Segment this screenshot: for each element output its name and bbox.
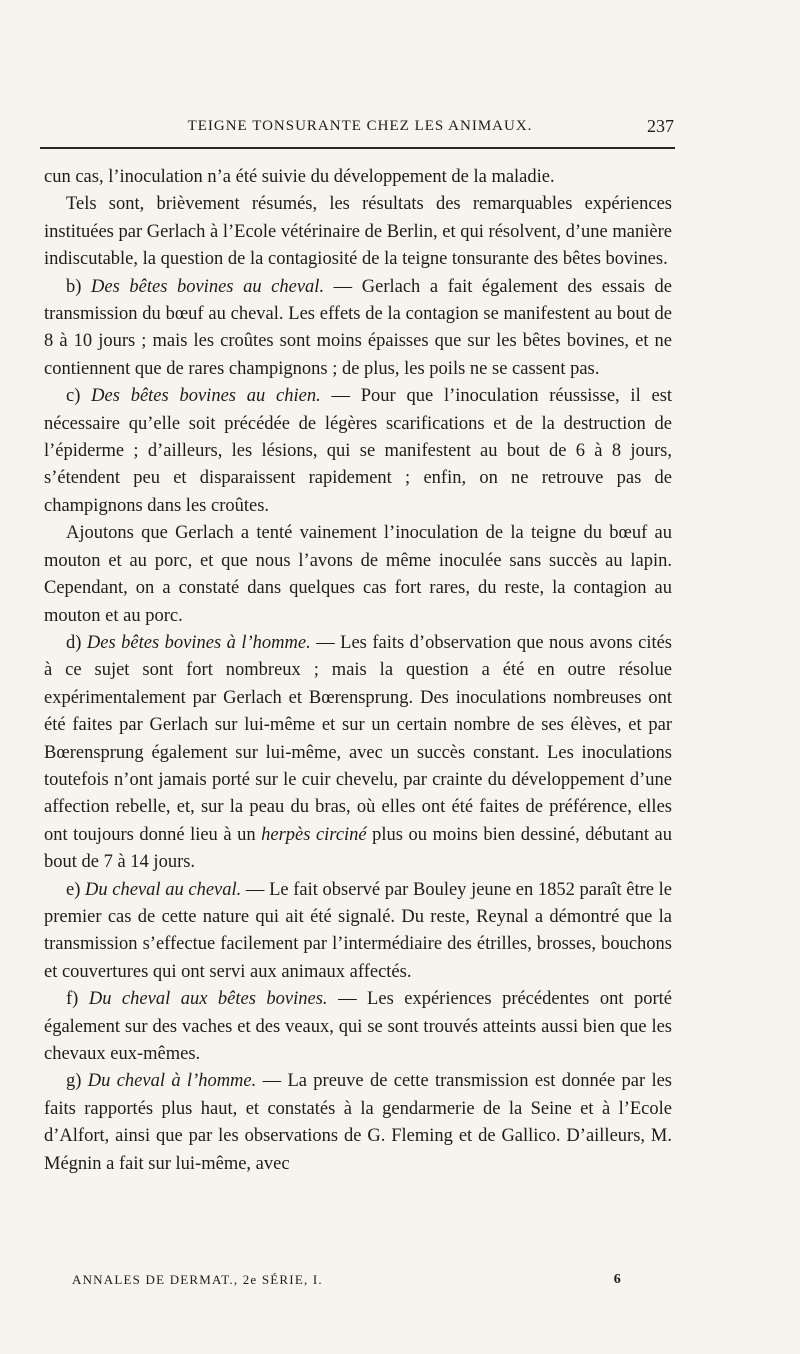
paragraph-section-g: g) Du cheval à l’homme. — La preuve de cette transmission est donnée par les faits rapportés plus haut, et constatés à la gendarmerie de la Seine et à l’Ecole d’Alfort, ainsi que par les observations de G. Fleming et de Gallico. D’ailleurs, M. Mégnin a fait sur lui-même, avec — [44, 1071, 673, 1174]
running-title: TEIGNE TONSURANTE CHEZ LES ANIMAUX. — [187, 118, 533, 134]
page-number: 237 — [647, 116, 674, 136]
section-label: g) — [66, 1071, 82, 1092]
paragraph-section-b: b) Des bêtes bovines au cheval. — Gerlach a fait également des essais de transmission du bœuf au cheval. Les effets de la contagion se manifestent au bout de 8 à 10 jours ; mais les croûtes sont moins épaisses que sur les bêtes bovines, et ne contiennent que de rares champignons ; de plus, les poils ne se cassent pas. — [44, 276, 672, 379]
page-header — [40, 118, 680, 142]
section-label: e) — [66, 879, 81, 900]
paragraph: cun cas, l’inoculation n’a été suivie du développement de la maladie. — [44, 167, 555, 187]
section-title: Des bêtes bovines au chien. — [91, 386, 321, 407]
section-label: b) — [66, 276, 82, 297]
paragraph-section-f: f) Du cheval aux bêtes bovines. — Les expériences précédentes ont porté également sur des vaches et des veaux, qui se sont trouvés atteints aussi bien que les chevaux eux-mêmes. — [44, 989, 673, 1064]
section-title: Des bêtes bovines à l’homme. — [86, 632, 311, 653]
sheet-signature: 6 — [613, 1272, 622, 1287]
italic-term: herpès circiné — [261, 824, 367, 845]
body-text — [44, 164, 672, 1178]
section-label: c) — [66, 386, 81, 407]
section-label: d) — [66, 632, 82, 653]
journal-signature: ANNALES DE DERMAT., 2e SÉRIE, I. — [72, 1272, 323, 1287]
section-title: Du cheval aux bêtes bovines. — [88, 989, 328, 1010]
paragraph-section-e: e) Du cheval au cheval. — Le fait observé par Bouley jeune en 1852 paraît être le premier cas de cette nature qui ait été signalé. Du reste, Reynal a démontré que la transmission s’effectue facilement par l’intermédiaire des étrilles, brosses, bouchons et couvertures qui ont servi aux animaux affectés. — [44, 879, 673, 982]
paragraph: Tels sont, brièvement résumés, les résultats des remarquables expériences instituées par Gerlach à l’Ecole vétérinaire de Berlin, et qui résolvent, d’une manière indiscutable, la question de la contagiosité de la teigne tonsurante des bêtes bovines. — [44, 194, 672, 270]
header-rule — [40, 147, 675, 149]
page-footer — [40, 1272, 680, 1294]
section-label: f) — [66, 989, 79, 1010]
paragraph-section-c: c) Des bêtes bovines au chien. — Pour que l’inoculation réussisse, il est nécessaire qu’elle soit précédée de légères scarifications et de la destruction de l’épiderme ; d’ailleurs, les lésions, qui se manifestent au bout de 6 à 8 jours, s’étendent peu et disparaissent rapidement ; enfin, on ne retrouve pas de champignons dans les croûtes. — [44, 386, 673, 516]
paragraph-section-d: d) Des bêtes bovines à l’homme. — Les faits d’observation que nous avons cités à ce sujet sont fort nombreux ; mais la question a été en outre résolue expérimentalement par Gerlach et Bœrensprung. Des inoculations nombreuses ont été faites par Gerlach sur lui-même et sur un certain nombre de ses élèves, et par Bœrensprung également sur lui-même, avec un succès constant. Les inoculations toutefois n’ont jamais porté sur le cuir chevelu, par crainte du développement d’une affection rebelle, et, sur la peau du bras, où elles ont été faites de préférence, elles ont toujours donné lieu à un herpès circiné plus ou moins bien dessiné, débutant au bout de 7 à 14 jours. — [44, 632, 673, 873]
section-title: Du cheval au cheval. — [85, 879, 242, 900]
section-title: Du cheval à l’homme. — [87, 1071, 257, 1092]
paragraph: Ajoutons que Gerlach a tenté vainement l’inoculation de la teigne du bœuf au mouton et au porc, et que nous l’avons de même inoculée sans succès au lapin. Cependant, on a constaté dans quelques cas fort rares, du reste, la contagion au mouton et au porc. — [44, 523, 672, 626]
section-title: Des bêtes bovines au cheval. — [91, 276, 325, 297]
